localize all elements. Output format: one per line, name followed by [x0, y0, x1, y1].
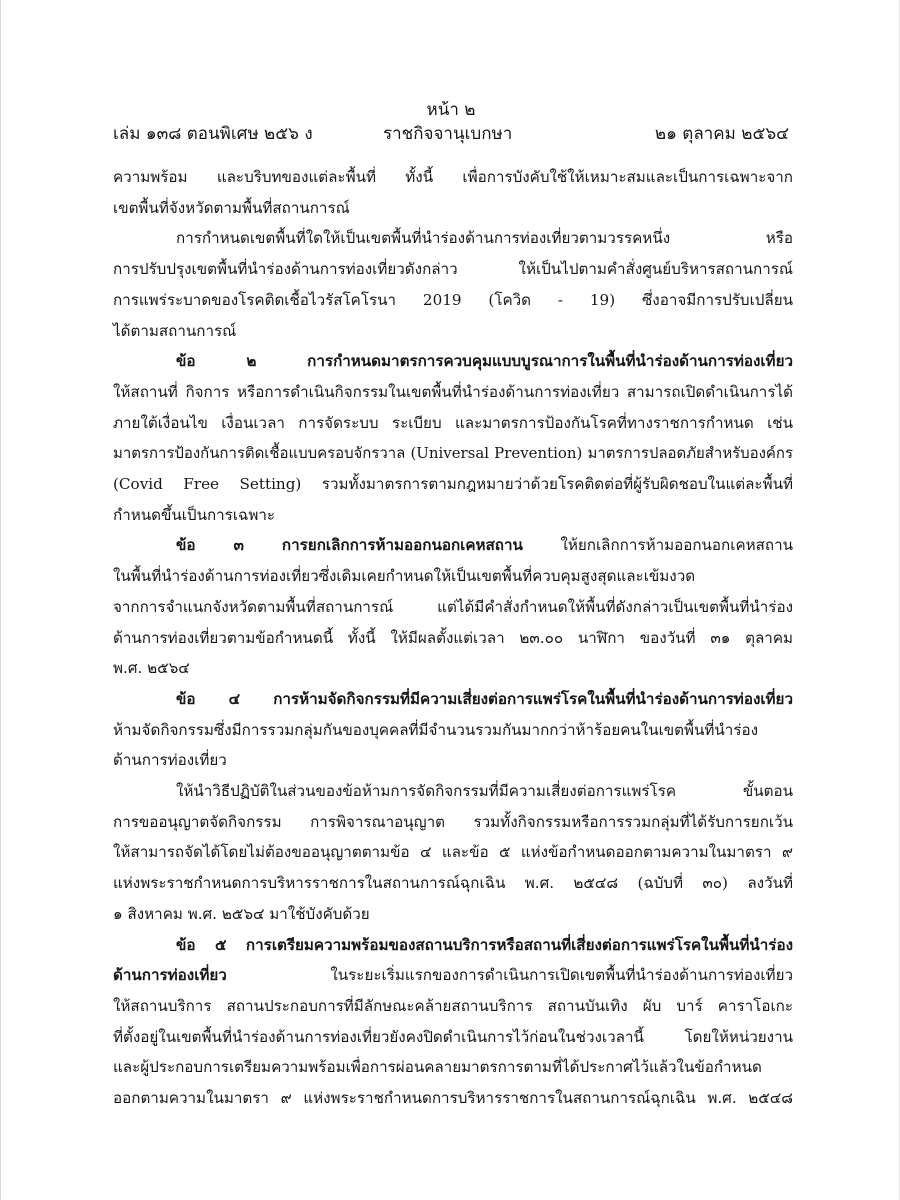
gazette-header — [113, 120, 789, 148]
text-line: กำหนดขึ้นเป็นการเฉพาะ — [113, 505, 276, 524]
publication-title: ราชกิจจานุเบกษา — [383, 124, 513, 144]
clause-heading — [113, 930, 793, 961]
text-line: ออกตามความในมาตรา ๙ แห่งพระราชกำหนดการบริหารราชการในสถานการณ์ฉุกเฉิน พ.ศ. ๒๕๔๘ — [113, 1089, 793, 1108]
clause-heading — [113, 530, 793, 561]
text-line: ในพื้นที่นำร่องด้านการท่องเที่ยวซึ่งเดิมเคยกำหนดให้เป็นเขตพื้นที่ควบคุมสูงสุดและเข้มงวด — [113, 567, 696, 586]
text-line: ให้สถานบริการ สถานประกอบการที่มีลักษณะคล้ายสถานบริการ สถานบันเทิง ผับ บาร์ คาราโอเกะ — [113, 996, 793, 1015]
text-line: และผู้ประกอบการเตรียมความพร้อมเพื่อการผ่อนคลายมาตรการตามที่ได้ประกาศไว้แล้วในข้อกำหนด — [113, 1058, 762, 1077]
clause-heading-text: ข้อ ๕ การเตรียมความพร้อมของสถานบริการหรือสถานที่เสี่ยงต่อการแพร่โรคในพื้นที่นำร่อง — [176, 935, 793, 954]
text-line: พ.ศ. ๒๕๖๔ — [113, 659, 190, 678]
publication-date: ๒๑ ตุลาคม ๒๕๖๔ — [654, 124, 789, 144]
volume-issue: เล่ม ๑๓๘ ตอนพิเศษ ๒๕๖ ง — [113, 124, 313, 144]
text-line: แห่งพระราชกำหนดการบริหารราชการในสถานการณ์ฉุกเฉิน พ.ศ. ๒๕๔๘ (ฉบับที่ ๓๐) ลงวันที่ — [113, 874, 793, 893]
clause-heading — [113, 346, 793, 377]
text-line: จากการจำแนกจังหวัดตามพื้นที่สถานการณ์ แต่ได้มีคำสั่งกำหนดให้พื้นที่ดังกล่าวเป็นเขตพื้นที่นำร่อง — [113, 597, 793, 616]
text-line: ห้ามจัดกิจกรรมซึ่งมีการรวมกลุ่มกันของบุคคลที่มีจำนวนรวมกันมากกว่าห้าร้อยคนในเขตพื้นที่นำร่อง — [113, 720, 759, 739]
clause-3 — [113, 530, 793, 684]
text-line: (Covid Free Setting) รวมทั้งมาตรการตามกฎหมายว่าด้วยโรคติดต่อที่ผู้รับผิดชอบในแต่ละพื้นที่ — [113, 475, 793, 494]
text-run: ให้ยกเลิกการห้ามออกนอกเคหสถาน — [522, 536, 793, 555]
text-line: มาตรการป้องกันการติดเชื้อแบบครอบจักรวาล (Universal Prevention) มาตรการปลอดภัยสำหรับองค์กร — [113, 444, 793, 463]
text-line: การแพร่ระบาดของโรคติดเชื้อไวรัสโคโรนา 2019 (โควิด - 19) ซึ่งอาจมีการปรับเปลี่ยน — [113, 290, 793, 309]
clause-heading-text: ข้อ ๓ การยกเลิกการห้ามออกนอกเคหสถาน — [176, 536, 523, 555]
text-line: ด้านการท่องเที่ยวตามข้อกำหนดนี้ ทั้งนี้ ให้มีผลตั้งแต่เวลา ๒๓.๐๐ นาฬิกา ของวันที่ ๓๑ ตุลาคม — [113, 628, 793, 647]
text-line: ได้ตามสถานการณ์ — [113, 321, 237, 340]
text-line: ด้านการท่องเที่ยว — [113, 751, 227, 770]
text-line: ให้นำวิธีปฏิบัติในส่วนของข้อห้ามการจัดกิจกรรมที่มีความเสี่ยงต่อการแพร่โรค ขั้นตอน — [176, 782, 793, 801]
page-number: หน้า ๒ — [426, 100, 476, 120]
text-line: การปรับปรุงเขตพื้นที่นำร่องด้านการท่องเที่ยวดังกล่าว ให้เป็นไปตามคำสั่งศูนย์บริหารสถานการณ์ — [113, 260, 793, 279]
text-line: การขออนุญาตจัดกิจกรรม การพิจารณาอนุญาต รวมทั้งกิจกรรมหรือการรวมกลุ่มที่ได้รับการยกเว้น — [113, 812, 793, 831]
text-line: ให้สถานที่ กิจการ หรือการดำเนินกิจกรรมในเขตพื้นที่นำร่องด้านการท่องเที่ยว สามารถเปิดดำเนินการได้ — [113, 382, 793, 401]
text-line: ที่ตั้งอยู่ในเขตพื้นที่นำร่องด้านการท่องเที่ยวยังคงปิดดำเนินการไว้ก่อนในช่วงเวลานี้ โดยให้หน่วยงาน — [113, 1027, 793, 1046]
text-line: ให้สามารถจัดได้โดยไม่ต้องขออนุญาตตามข้อ ๔ และข้อ ๕ แห่งข้อกำหนดออกตามความในมาตรา ๙ — [113, 843, 793, 862]
paragraph-context — [113, 162, 793, 223]
clause-heading — [113, 684, 793, 715]
clause-heading-text: ด้านการท่องเที่ยว — [113, 966, 227, 985]
clause-2 — [113, 346, 793, 530]
clause-heading-text: ข้อ ๒ การกำหนดมาตรการควบคุมแบบบูรณาการในพื้นที่นำร่องด้านการท่องเที่ยว — [176, 352, 793, 371]
text-run: ในระยะเริ่มแรกของการดำเนินการเปิดเขตพื้นที่นำร่องด้านการท่องเที่ยว — [226, 966, 793, 985]
clause-heading-text: ข้อ ๔ การห้ามจัดกิจกรรมที่มีความเสี่ยงต่อการแพร่โรคในพื้นที่นำร่องด้านการท่องเที่ยว — [176, 689, 793, 708]
document-body — [113, 162, 793, 1114]
paragraph-exemption — [113, 776, 793, 930]
text-line: ภายใต้เงื่อนไข เงื่อนเวลา การจัดระบบ ระเบียบ และมาตรการป้องกันโรคที่ทางราชการกำหนด เช่น — [113, 413, 793, 432]
text-line: ๑ สิงหาคม พ.ศ. ๒๕๖๔ มาใช้บังคับด้วย — [113, 904, 370, 923]
clause-5 — [113, 930, 793, 1114]
paragraph-zone-designation — [113, 223, 793, 346]
clause-4 — [113, 684, 793, 776]
text-line: ความพร้อม และบริบทของแต่ละพื้นที่ ทั้งนี้ เพื่อการบังคับใช้ให้เหมาะสมและเป็นการเฉพาะจาก — [113, 168, 793, 186]
text-line: การกำหนดเขตพื้นที่ใดให้เป็นเขตพื้นที่นำร่องด้านการท่องเที่ยวตามวรรคหนึ่ง หรือ — [176, 229, 793, 248]
text-line — [113, 960, 793, 991]
text-line: เขตพื้นที่จังหวัดตามพื้นที่สถานการณ์ — [113, 198, 350, 217]
